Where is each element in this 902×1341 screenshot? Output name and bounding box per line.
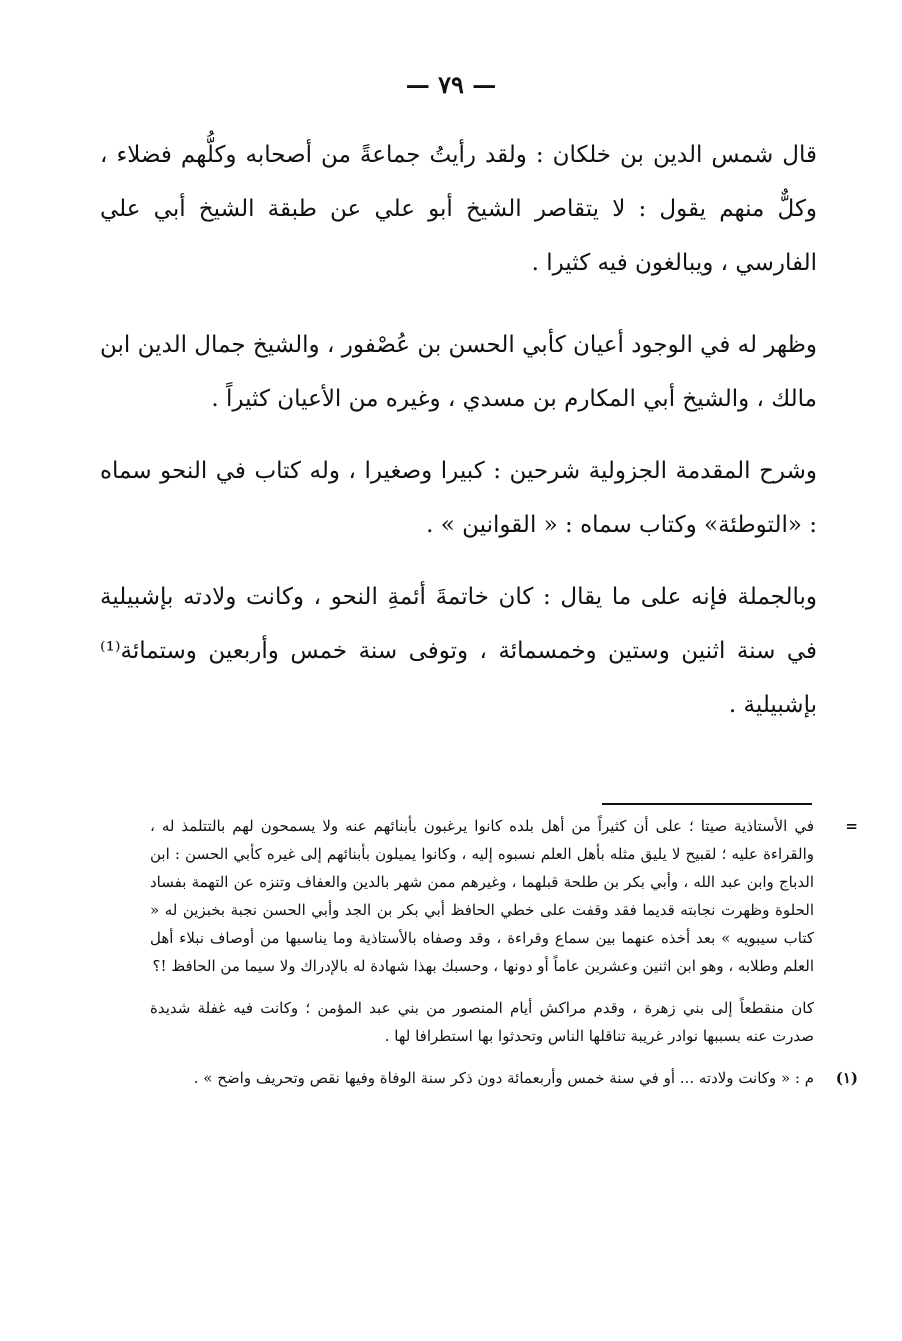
footnote-paragraph: في الأستاذية صيتا ؛ على أن كثيراً من أهل بلده كانوا يرغبون بأبنائهم عنه ولا يسمحون لهم بالتتلمذ له ، والقراءة عليه ؛ لقبيح لا يليق مثله بأهل العلم نسبوه إليه ، وكانوا يميلون بأبنائهم إلى غيره كأبي الحسن : ابن الدباج وابن عبد الله ، وأبي بكر بن طلحة قبلهما ، وغيرهم ممن شهر بالدين والعفاف وتنزه عن التهمة بفساد الحلوة وظهرت نجابته قديما فقد وقفت على خطي الحافظ أبي بكر بن الجد وأبي الحسن نجبة بخبزين له « كتاب سيبويه » بعد أخذه عنهما بين سماع وقراءة ، وقد وصفاه بالأستاذية وما يناسبها من أوصاف نبلاء أهل العلم وطلابه ، وهو ابن اثنين وعشرين عاماً أو دونها ، وحسبك بهذا شهادة له بالإدراك ولا سيما من الحافظ !؟	[150, 817, 814, 975]
footnote-separator	[602, 803, 812, 805]
continuation-marker: =	[845, 817, 858, 835]
paragraph: وظهر له في الوجود أعيان كأبي الحسن بن عُصْفور ، والشيخ جمال الدين ابن مالك ، والشيخ أبي المكارم بن مسدي ، وغيره من الأعيان كثيراً .	[100, 332, 817, 412]
footnote-continuation	[150, 812, 858, 980]
footnote-1	[150, 1064, 858, 1092]
footnote-continuation-2	[150, 994, 814, 1050]
paragraph: قال شمس الدين بن خلكان : ولقد رأيتُ جماعةً من أصحابه وكلُّهم فضلاء ، وكلٌّ منهم يقول : لا يتقاصر الشيخ أبو علي عن طبقة الشيخ أبي علي الفارسي ، ويبالغون فيه كثيرا .	[100, 142, 817, 276]
main-text	[100, 128, 817, 760]
footnote-text: م : « وكانت ولادته ... أو في سنة خمس وأربعمائة دون ذكر سنة الوفاة وفيها نقص وتحريف واضح » .	[193, 1069, 814, 1087]
paragraph: وبالجملة فإنه على ما يقال : كان خاتمةَ أئمةِ النحو ، وكانت ولادته بإشبيلية في سنة اثنين وستين وخمسمائة ، وتوفى سنة خمس وأربعين وستمائة⁽¹⁾ بإشبيلية .	[100, 584, 817, 718]
page-number: — ٧٩ —	[405, 70, 497, 99]
footnotes	[150, 812, 858, 1106]
paragraph: وشرح المقدمة الجزولية شرحين : كبيرا وصغيرا ، وله كتاب في النحو سماه : «التوطئة» وكتاب سماه : « القوانين » .	[100, 458, 817, 538]
footnote-number: (١)	[835, 1069, 858, 1087]
footnote-paragraph: كان منقطعاً إلى بني زهرة ، وقدم مراكش أيام المنصور من بني عبد المؤمن ؛ وكانت فيه غفلة شديدة صدرت عنه بسببها نوادر غريبة تناقلها الناس وتحدثوا بها استطرافا لها .	[150, 999, 814, 1045]
